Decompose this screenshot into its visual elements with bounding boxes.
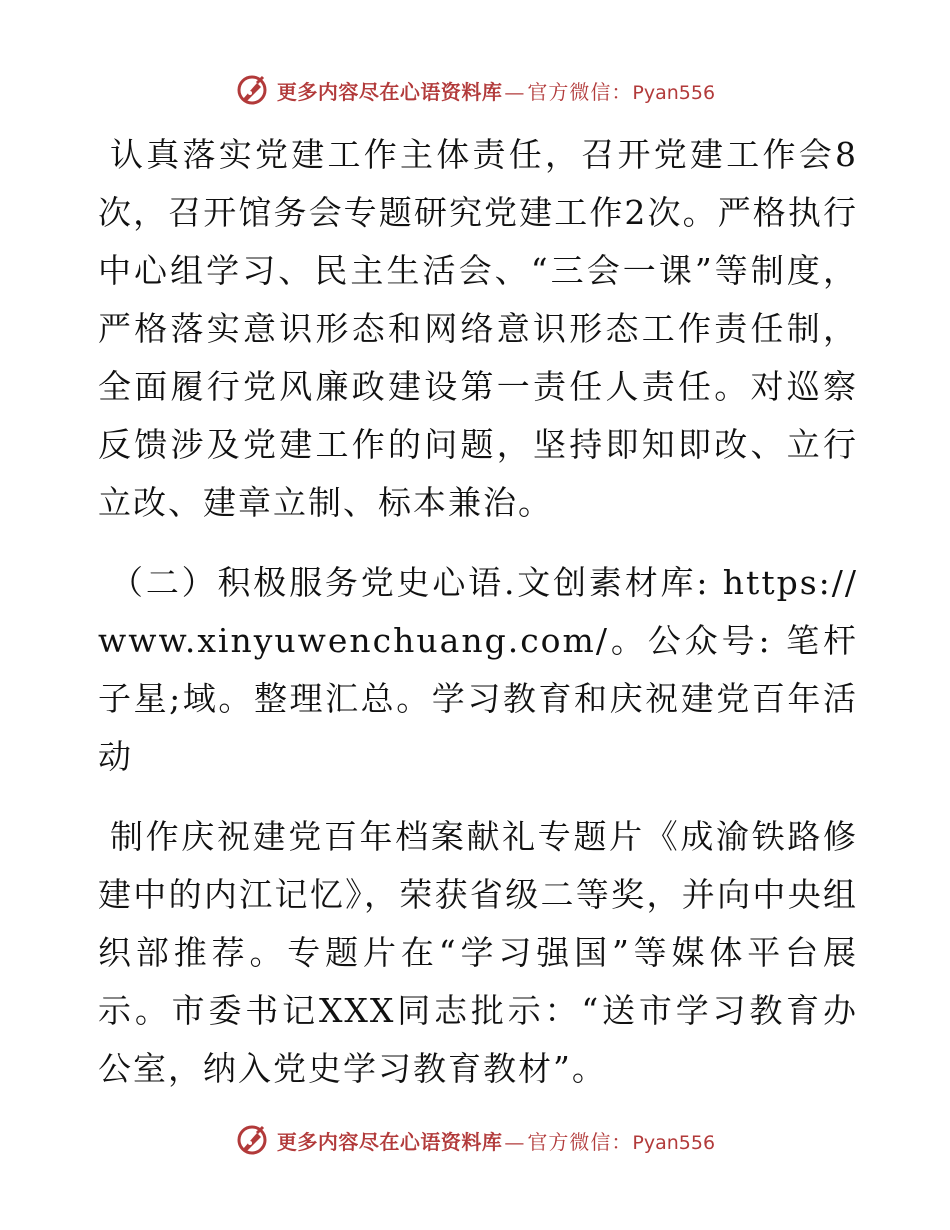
paragraph-section-two-heading: （二）积极服务党史心语.文创素材库: https://www.xinyuwenchuang.com/。公众号: 笔杆子星;域。整理汇总。学习教育和庆祝建党百年活动 <box>98 563 858 776</box>
document-body <box>98 126 858 1098</box>
banner-text <box>277 1126 715 1155</box>
banner-dash: — <box>504 1129 526 1154</box>
footer-watermark-banner <box>0 1120 950 1160</box>
banner-text <box>277 76 715 105</box>
pen-nib-logo-icon <box>235 1123 269 1157</box>
banner-main-text: 更多内容尽在心语资料库 <box>276 79 503 104</box>
banner-dash: — <box>504 79 526 104</box>
banner-wechat-id: Pyan556 <box>632 81 716 104</box>
header-watermark-banner <box>0 70 950 110</box>
banner-wechat-label: 官方微信： <box>527 79 633 104</box>
banner-main-text: 更多内容尽在心语资料库 <box>276 1129 503 1154</box>
pen-nib-logo-icon <box>235 73 269 107</box>
paragraph-documentary: 制作庆祝建党百年档案献礼专题片《成渝铁路修建中的内江记忆》，荣获省级二等奖，并向中央组织部推荐。专题片在“学习强国”等媒体平台展示。市委书记XXX同志批示：“送市学习教育办公室，纳入党史学习教育教材”。 <box>98 817 858 1088</box>
banner-wechat-label: 官方微信： <box>527 1129 633 1154</box>
banner-wechat-id: Pyan556 <box>632 1131 716 1154</box>
paragraph-party-building: 认真落实党建工作主体责任，召开党建工作会8次，召开馆务会专题研究党建工作2次。严格执行中心组学习、民主生活会、“三会一课”等制度，严格落实意识形态和网络意识形态工作责任制，全面履行党风廉政建设第一责任人责任。对巡察反馈涉及党建工作的问题，坚持即知即改、立行立改、建章立制、标本兼治。 <box>98 135 858 522</box>
